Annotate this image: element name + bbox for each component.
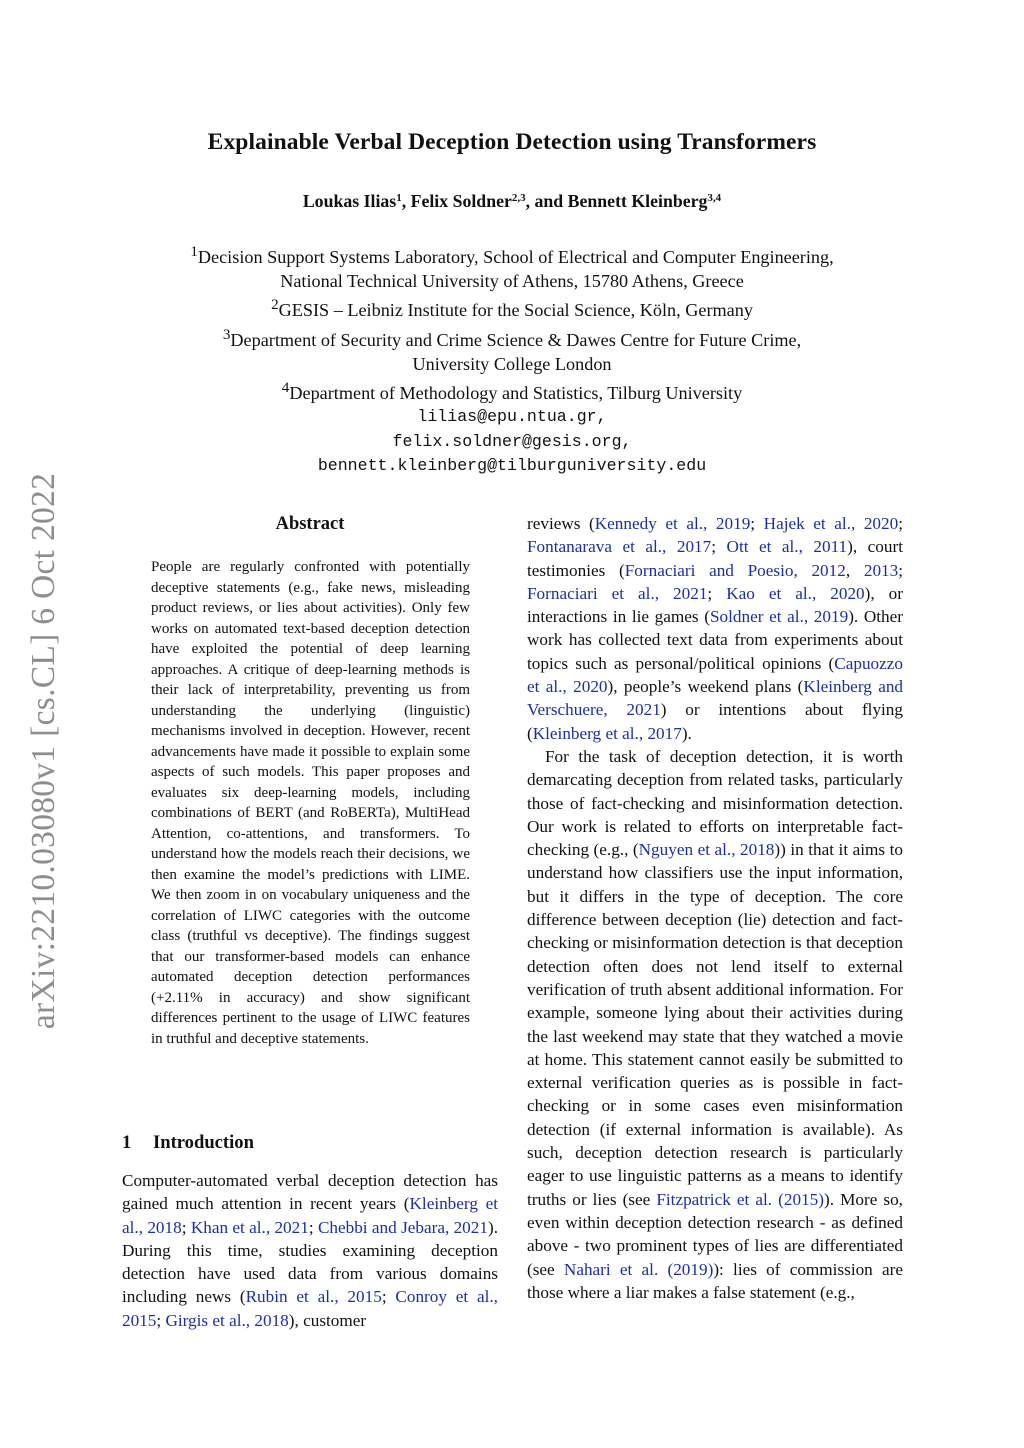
citation-link[interactable]: Kleinberg et al., 2017 — [532, 723, 682, 743]
citation-link[interactable]: Chebbi and Jebara, 2021 — [317, 1217, 488, 1237]
citation-link[interactable]: Fornaciari et al., 2021 — [527, 583, 708, 603]
text-run: ; — [707, 583, 727, 603]
affiliation-line: National Technical University of Athens, 15780 Athens, Greece — [280, 271, 744, 292]
text-run: ), people’s weekend plans ( — [607, 677, 804, 697]
affiliations — [0, 240, 1024, 478]
paragraph — [122, 1169, 498, 1332]
text-run: ; — [711, 537, 727, 557]
citation-link[interactable]: Kleinberg and Verschuere, 2021 — [527, 677, 904, 720]
citation-link[interactable]: Conroy et al., 2015 — [122, 1287, 498, 1330]
author-name: Loukas Ilias — [302, 191, 397, 211]
citation-link[interactable]: Capuozzo et al., 2020 — [527, 653, 903, 697]
text-run: reviews ( — [527, 514, 595, 533]
text-run: , — [845, 560, 864, 580]
author-name: Felix Soldner — [410, 191, 512, 211]
text-run: ; — [181, 1217, 191, 1237]
text-run: ; — [898, 514, 903, 533]
text-run: ): lies of commission are those where a liar makes a false statement (e.g., — [527, 1259, 903, 1302]
text-run: ). Other work has collected text data from experiments about topics such as personal/political opinions ( — [527, 607, 903, 673]
section-heading: 1 Introduction — [122, 1132, 254, 1153]
author-list: Loukas Ilias$^1$, Felix Soldner$^{2,3}$, and Bennett Kleinberg$^{3,4}$ — [302, 191, 722, 211]
citation-link[interactable]: Girgis et al., 2018 — [165, 1310, 289, 1330]
author-affil-sup: 3,4 — [707, 192, 722, 204]
text-run: ; — [898, 560, 903, 580]
paragraph — [527, 512, 903, 745]
citation-link[interactable]: Nguyen et al., 2018 — [638, 840, 775, 860]
author-name: Bennett Kleinberg — [567, 191, 708, 211]
affiliation-line: $^1$Decision Support Systems Laboratory, School of Electrical and Computer Engineering, — [190, 243, 834, 268]
affiliation-line: $^3$Department of Security and Crime Science & Dawes Centre for Future Crime, — [222, 325, 802, 350]
text-run: ). — [681, 723, 692, 743]
citation-link[interactable]: Hajek et al., 2020 — [763, 514, 899, 533]
text-run: ; — [750, 514, 764, 533]
author-affil-sup: 1 — [396, 192, 402, 204]
text-run: For the task of deception detection, it is worth demarcating deception from related tasks, particularly those of fact-checking and misinformation detection. Our work is related to efforts on interpretable fact-checking (e.g., ( — [527, 746, 903, 860]
citation-link[interactable]: Nahari et al. (2019) — [563, 1259, 714, 1279]
paper-title: Explainable Verbal Deception Detection using Transformers — [207, 129, 817, 155]
text-run: ) or intentions about flying ( — [527, 700, 903, 743]
citation-link[interactable]: Kennedy et al., 2019 — [594, 514, 751, 533]
intro-column-right — [527, 512, 903, 1304]
text-run: ), or interactions in lie games ( — [527, 583, 903, 627]
author-affil-sup: 2,3 — [511, 192, 526, 204]
text-run: ; — [156, 1310, 166, 1330]
email-link[interactable]: bennett.kleinberg@tilburguniversity.edu — [317, 455, 707, 475]
citation-link[interactable]: Ott et al., 2011 — [726, 537, 848, 557]
citation-link[interactable]: Kleinberg et al., 2018 — [122, 1194, 498, 1237]
affiliation-line: $^4$Department of Methodology and Statistics, Tilburg University — [281, 379, 743, 404]
abstract-text: People are regularly confronted with potentially deceptive statements (e.g., fake news, misleading product reviews, or lies about activities). Only few works on automated text-based deception detection have exploited the potential of deep learning approaches. A critique of deep-learning methods is their lack of interpretability, preventing us from understanding the underlying (linguistic) mechanisms involved in deception. However, recent advancements have made it possible to explain some aspects of such models. This paper proposes and evaluates six deep-learning models, including combinations of BERT (and RoBERTa), MultiHead Attention, co-attentions, and transformers. To understand how the models reach their decisions, we then examine the model’s predictions with LIME. We then zoom in on vocabulary uniqueness and the correlation of LIWC categories with the outcome class (truthful vs deceptive). The findings suggest that our transformer-based models can enhance automated deception detection performances (+2.11% in accuracy) and show significant differences pertinent to the usage of LIWC features in truthful and deceptive statements. — [151, 559, 470, 1047]
text-run: ). More so, even within deception detection research - as defined above - two prominent types of lies are differentiated (see — [527, 1189, 903, 1279]
citation-link[interactable]: Kao et al., 2020 — [726, 583, 865, 603]
citation-link[interactable]: Fontanarava et al., 2017 — [527, 537, 712, 557]
text-run: ; — [381, 1287, 396, 1307]
text-run: ), court testimonies ( — [527, 537, 903, 580]
citation-link[interactable]: Soldner et al., 2019 — [709, 607, 849, 627]
citation-link[interactable]: Fitzpatrick et al. (2015) — [656, 1189, 824, 1209]
affiliation-line: University College London — [412, 354, 612, 374]
citation-link[interactable]: Rubin et al., 2015 — [245, 1287, 382, 1307]
abstract-heading: Abstract — [275, 514, 345, 534]
affiliation-line: $^2$GESIS – Leibniz Institute for the Social Science, Köln, Germany — [271, 296, 753, 321]
citation-link[interactable]: 2013 — [863, 560, 899, 580]
email-link[interactable]: lilias@epu.ntua.gr, — [417, 407, 607, 427]
intro-column-left — [122, 1169, 498, 1332]
citation-link[interactable]: Khan et al., 2021 — [190, 1217, 309, 1237]
paragraph — [527, 745, 903, 1304]
text-run: Computer-automated verbal deception detection has gained much attention in recent years ( — [122, 1171, 498, 1214]
arxiv-side-label: arXiv:2210.03080v1 [cs.CL] 6 Oct 2022 — [25, 472, 62, 1030]
citation-link[interactable]: Fornaciari and Poesio, 2012 — [624, 560, 846, 580]
text-run: )) in that it aims to understand how classifiers use the input information, but it differs in the type of deception. The core difference between deception (lie) detection and fact-checking or misinformation detection is that deception detection often does not lend itself to external verification of truth absent additional information. For example, someone lying about their activities during the last weekend may state that they watched a movie at home. This statement cannot easily be submitted to external verification queries as is possible in fact-checking or in some cases even misinformation detection (if external information is available). As such, deception detection research is particularly eager to use linguistic patterns as a means to identify truths or lies (see — [527, 840, 903, 1209]
text-run: ; — [308, 1217, 318, 1237]
text-run: ), customer — [288, 1310, 367, 1330]
email-link[interactable]: felix.soldner@gesis.org, — [392, 431, 632, 451]
text-run: ). During this time, studies examining deception detection have used data from various domains including news ( — [122, 1217, 498, 1307]
